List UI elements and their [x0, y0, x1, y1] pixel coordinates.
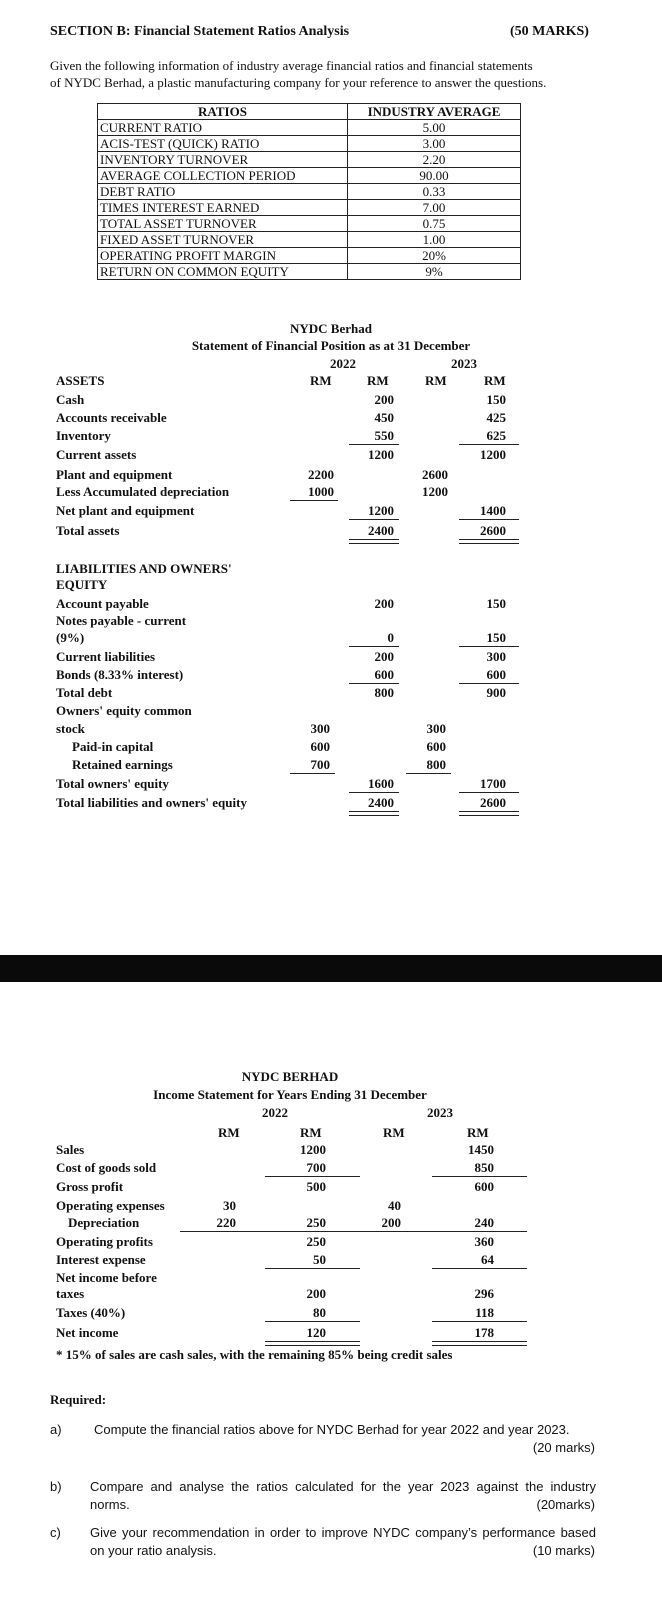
is-gross-2023: 600	[474, 1179, 494, 1194]
bs-owners-equity-label: Owners' equity common	[56, 703, 192, 718]
underline	[349, 646, 399, 647]
is-year-2022: 2022	[262, 1105, 288, 1120]
is-currency: RM	[218, 1125, 240, 1140]
underline	[290, 773, 335, 774]
bs-bonds-2022: 600	[374, 667, 394, 682]
underline	[349, 444, 399, 445]
ratio-value: 5.00	[348, 120, 521, 136]
page-separator	[0, 955, 662, 982]
question-c-letter: c)	[50, 1525, 61, 1540]
is-dep-2022: 250	[306, 1215, 326, 1230]
is-dep-2022-inner: 220	[216, 1215, 236, 1230]
question-a-text: Compute the financial ratios above for NYDC Berhad for year 2022 and year 2023.	[94, 1422, 570, 1437]
bs-current-assets-2023: 1200	[480, 447, 506, 462]
bs-notes-payable-2022: 0	[387, 630, 394, 645]
bs-ar-2023: 425	[486, 410, 506, 425]
ratio-value: 0.33	[348, 184, 521, 200]
ratio-value: 9%	[348, 264, 521, 280]
bs-inventory-2023: 625	[486, 428, 506, 443]
bs-total-debt-2023: 900	[486, 685, 506, 700]
bs-company: NYDC Berhad	[290, 321, 372, 336]
bs-total-le-label: Total liabilities and owners' equity	[56, 795, 247, 810]
is-net-income-2022: 120	[306, 1325, 326, 1340]
bs-plant-2022: 2200	[308, 467, 334, 482]
question-c-text-2: on your ratio analysis.	[90, 1543, 217, 1558]
bs-cash-2023: 150	[486, 392, 506, 407]
section-marks: (50 MARKS)	[510, 24, 589, 39]
table-row	[98, 184, 521, 200]
bs-ap-2022: 200	[374, 596, 394, 611]
underline	[349, 519, 399, 520]
bs-current-assets-2022: 1200	[368, 447, 394, 462]
ratio-name: CURRENT RATIO	[98, 120, 348, 136]
is-nibt-2022: 200	[306, 1286, 326, 1301]
is-cogs-2023: 850	[474, 1160, 494, 1175]
is-cogs-2022: 700	[306, 1160, 326, 1175]
bs-acc-dep-label: Less Accumulated depreciation	[56, 484, 230, 499]
question-b-marks: (20marks)	[536, 1497, 595, 1512]
table-row	[98, 120, 521, 136]
intro-line-1: Given the following information of industry average financial ratios and financial statements	[50, 58, 533, 73]
is-title: Income Statement for Years Ending 31 December	[153, 1087, 427, 1102]
double-underline	[265, 1341, 360, 1346]
bs-currency: RM	[484, 373, 506, 388]
table-row	[98, 232, 521, 248]
bs-stock-2022: 300	[310, 721, 330, 736]
bs-plant-2023: 2600	[422, 467, 448, 482]
bs-assets-heading: ASSETS	[56, 373, 105, 388]
bs-plant-label: Plant and equipment	[56, 467, 173, 482]
ratio-name: FIXED ASSET TURNOVER	[98, 232, 348, 248]
bs-net-plant-label: Net plant and equipment	[56, 503, 195, 518]
is-company: NYDC BERHAD	[241, 1069, 339, 1084]
bs-title: Statement of Financial Position as at 31 December	[191, 338, 471, 353]
underline	[406, 773, 451, 774]
bs-total-oe-2022: 1600	[368, 776, 394, 791]
ratio-value: 7.00	[348, 200, 521, 216]
bs-paid-in-2023: 600	[426, 739, 446, 754]
bs-total-oe-label: Total owners' equity	[56, 776, 169, 791]
is-opex-2023: 40	[388, 1198, 401, 1213]
underline	[432, 1176, 527, 1177]
bs-liab-heading-1: LIABILITIES AND OWNERS'	[56, 561, 232, 576]
bs-year-2023: 2023	[451, 356, 477, 371]
bs-cash-label: Cash	[56, 392, 85, 407]
ratio-name: RETURN ON COMMON EQUITY	[98, 264, 348, 280]
is-gross-label: Gross profit	[56, 1179, 124, 1194]
bs-inventory-2022: 550	[374, 428, 394, 443]
bs-bonds-2023: 600	[486, 667, 506, 682]
underline	[459, 444, 519, 445]
table-row	[98, 168, 521, 184]
bs-net-plant-2023: 1400	[480, 503, 506, 518]
is-sales-2022: 1200	[300, 1142, 326, 1157]
is-dep-2023: 240	[474, 1215, 494, 1230]
bs-acc-dep-2023: 1200	[422, 484, 448, 499]
is-nibt-taxes-label: taxes	[56, 1286, 85, 1301]
double-underline	[459, 539, 519, 544]
bs-ap-2023: 150	[486, 596, 506, 611]
double-underline	[459, 811, 519, 816]
bs-liab-heading-2: EQUITY	[56, 577, 108, 592]
table-row	[98, 200, 521, 216]
is-op-profit-2022: 250	[306, 1234, 326, 1249]
bs-notes-payable-2023: 150	[486, 630, 506, 645]
is-nibt-label: Net income before	[56, 1270, 157, 1285]
question-b-letter: b)	[50, 1479, 62, 1494]
is-footnote: * 15% of sales are cash sales, with the remaining 85% being credit sales	[56, 1347, 453, 1362]
bs-current-liab-label: Current liabilities	[56, 649, 156, 664]
ratio-value: 90.00	[348, 168, 521, 184]
is-taxes-2022: 80	[313, 1305, 326, 1320]
ratio-value: 2.20	[348, 152, 521, 168]
is-taxes-label: Taxes (40%)	[56, 1305, 126, 1320]
underline	[459, 792, 519, 793]
bs-notes-payable-label: Notes payable - current	[56, 613, 187, 628]
question-b-text-2: norms.	[90, 1497, 130, 1512]
ratio-value: 20%	[348, 248, 521, 264]
table-row	[98, 216, 521, 232]
underline	[432, 1321, 527, 1322]
bs-inventory-label: Inventory	[56, 428, 111, 443]
intro-line-2: of NYDC Berhad, a plastic manufacturing company for your reference to answer the questions.	[50, 75, 547, 90]
is-interest-label: Interest expense	[56, 1252, 146, 1267]
bs-retained-2023: 800	[426, 757, 446, 772]
bs-total-debt-2022: 800	[374, 685, 394, 700]
is-currency: RM	[467, 1125, 489, 1140]
bs-total-assets-2023: 2600	[480, 523, 506, 538]
is-year-2023: 2023	[427, 1105, 453, 1120]
bs-paid-in-2022: 600	[310, 739, 330, 754]
bs-total-assets-label: Total assets	[56, 523, 120, 538]
underline	[459, 646, 519, 647]
is-sales-label: Sales	[56, 1142, 85, 1157]
bs-ar-2022: 450	[374, 410, 394, 425]
bs-current-assets-label: Current assets	[56, 447, 137, 462]
is-op-profit-2023: 360	[474, 1234, 494, 1249]
question-a-marks: (20 marks)	[532, 1440, 595, 1455]
is-net-income-label: Net income	[56, 1325, 119, 1340]
ratio-name: OPERATING PROFIT MARGIN	[98, 248, 348, 264]
is-sales-2023: 1450	[468, 1142, 494, 1157]
ratio-value: 0.75	[348, 216, 521, 232]
is-currency: RM	[300, 1125, 322, 1140]
ratio-value: 1.00	[348, 232, 521, 248]
bs-retained-2022: 700	[310, 757, 330, 772]
table-row	[98, 248, 521, 264]
bs-total-le-2022: 2400	[368, 795, 394, 810]
is-dep-label: Depreciation	[68, 1215, 140, 1230]
bs-paid-in-label: Paid-in capital	[72, 739, 154, 754]
question-c-marks: (10 marks)	[532, 1543, 595, 1558]
ratio-name: TOTAL ASSET TURNOVER	[98, 216, 348, 232]
bs-total-assets-2022: 2400	[368, 523, 394, 538]
bs-current-liab-2023: 300	[486, 649, 506, 664]
bs-total-debt-label: Total debt	[56, 685, 113, 700]
question-c-text: Give your recommendation in order to improve NYDC company’s performance based	[90, 1525, 596, 1540]
is-opex-label: Operating expenses	[56, 1198, 165, 1213]
bs-bonds-label: Bonds (8.33% interest)	[56, 667, 184, 682]
underline	[349, 792, 399, 793]
is-opex-2022: 30	[223, 1198, 236, 1213]
ratio-value: 3.00	[348, 136, 521, 152]
bs-cash-2022: 200	[374, 392, 394, 407]
col-header-industry-average: INDUSTRY AVERAGE	[348, 104, 521, 120]
underline	[290, 500, 338, 501]
is-currency: RM	[383, 1125, 405, 1140]
bs-year-2022: 2022	[330, 356, 356, 371]
table-row	[98, 152, 521, 168]
is-taxes-2023: 118	[475, 1305, 494, 1320]
underline	[180, 1231, 360, 1232]
is-interest-2023: 64	[481, 1252, 494, 1267]
is-op-profit-label: Operating profits	[56, 1234, 153, 1249]
underline	[459, 519, 519, 520]
ratio-name: AVERAGE COLLECTION PERIOD	[98, 168, 348, 184]
bs-stock-2023: 300	[426, 721, 446, 736]
bs-ar-label: Accounts receivable	[56, 410, 167, 425]
section-title: SECTION B: Financial Statement Ratios Analysis	[50, 24, 350, 39]
table-row	[98, 264, 521, 280]
is-nibt-2023: 296	[474, 1286, 494, 1301]
underline	[265, 1321, 360, 1322]
bs-ap-label: Account payable	[56, 596, 149, 611]
underline	[265, 1176, 360, 1177]
bs-retained-label: Retained earnings	[72, 757, 173, 772]
ratio-name: ACIS-TEST (QUICK) RATIO	[98, 136, 348, 152]
ratio-name: TIMES INTEREST EARNED	[98, 200, 348, 216]
bs-currency: RM	[310, 373, 332, 388]
double-underline	[349, 539, 399, 544]
question-b-text: Compare and analyse the ratios calculated for the year 2023 against the industry	[90, 1479, 596, 1494]
table-row	[98, 136, 521, 152]
bs-currency: RM	[425, 373, 447, 388]
ratio-name: INVENTORY TURNOVER	[98, 152, 348, 168]
bs-currency: RM	[367, 373, 389, 388]
is-dep-2023-inner: 200	[381, 1215, 401, 1230]
industry-ratios-table	[97, 103, 521, 280]
bs-net-plant-2022: 1200	[368, 503, 394, 518]
double-underline	[349, 811, 399, 816]
bs-acc-dep-2022: 1000	[308, 484, 334, 499]
underline	[345, 1231, 527, 1232]
required-heading: Required:	[50, 1392, 107, 1407]
col-header-ratios: RATIOS	[98, 104, 348, 120]
ratio-name: DEBT RATIO	[98, 184, 348, 200]
is-cogs-label: Cost of goods sold	[56, 1160, 157, 1175]
is-interest-2022: 50	[313, 1252, 326, 1267]
bs-current-liab-2022: 200	[374, 649, 394, 664]
bs-total-oe-2023: 1700	[480, 776, 506, 791]
is-net-income-2023: 178	[474, 1325, 494, 1340]
table-header-row	[98, 104, 521, 120]
question-a-letter: a)	[50, 1422, 62, 1437]
double-underline	[432, 1341, 527, 1346]
is-gross-2022: 500	[306, 1179, 326, 1194]
bs-notes-payable-rate: (9%)	[56, 630, 85, 645]
bs-stock-label: stock	[56, 721, 85, 736]
bs-total-le-2023: 2600	[480, 795, 506, 810]
